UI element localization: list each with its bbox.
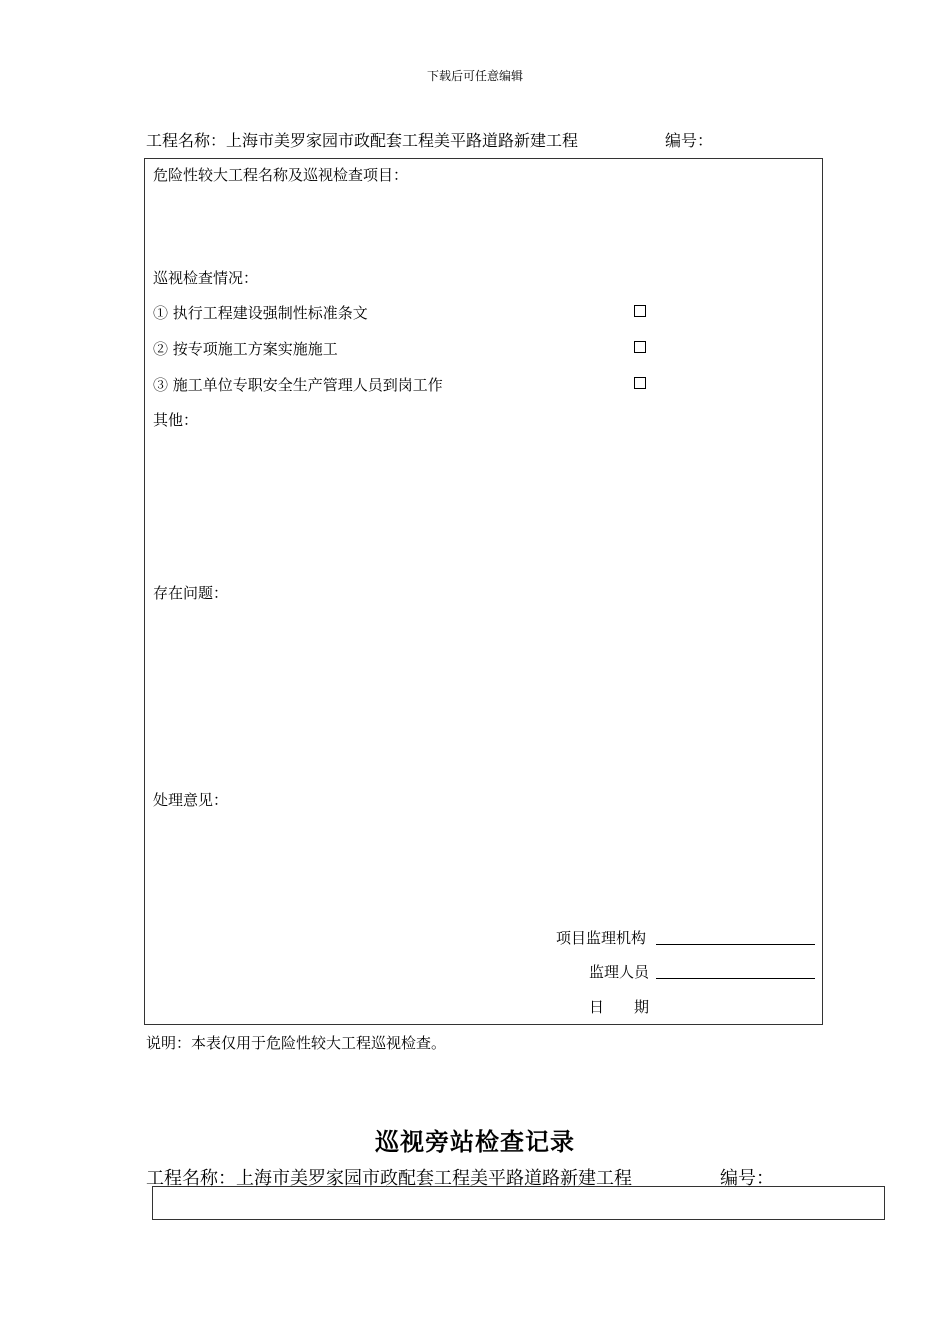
checkbox-safety-staff[interactable] [634, 377, 646, 389]
signature-org-line[interactable] [656, 944, 815, 945]
record-title: 巡视旁站检查记录 [375, 1127, 575, 1156]
record-table-box [152, 1186, 885, 1220]
signature-person-label: 监理人员 [589, 963, 650, 981]
check-item-label: ① 执行工程建设强制性标准条文 [153, 304, 368, 322]
code-label: 编号： [720, 1168, 774, 1189]
section-opinions: 处理意见： [153, 791, 229, 809]
section-problems: 存在问题： [153, 584, 229, 602]
checkbox-mandatory-standards[interactable] [634, 305, 646, 317]
inspection-form-box [144, 158, 823, 1025]
project-name-line: 工程名称：上海市美罗家园市政配套工程美平路道路新建工程 [146, 1168, 632, 1189]
signature-date-label: 日 期 [589, 998, 650, 1016]
check-item-label: ③ 施工单位专职安全生产管理人员到岗工作 [153, 376, 443, 394]
section-others: 其他： [153, 411, 199, 429]
download-note: 下载后可任意编辑 [426, 69, 523, 83]
section-project-items: 危险性较大工程名称及巡视检查项目： [153, 166, 409, 184]
code-label: 编号： [665, 131, 714, 150]
signature-person-line[interactable] [656, 978, 815, 979]
signature-org-label: 项目监理机构 [556, 929, 647, 947]
project-name-line: 工程名称：上海市美罗家园市政配套工程美平路道路新建工程 [146, 131, 579, 150]
form-note: 说明：本表仅用于危险性较大工程巡视检查。 [146, 1034, 447, 1052]
check-item-label: ② 按专项施工方案实施施工 [153, 340, 338, 358]
section-inspection-status: 巡视检查情况： [153, 269, 259, 287]
checkbox-construction-plan[interactable] [634, 341, 646, 353]
